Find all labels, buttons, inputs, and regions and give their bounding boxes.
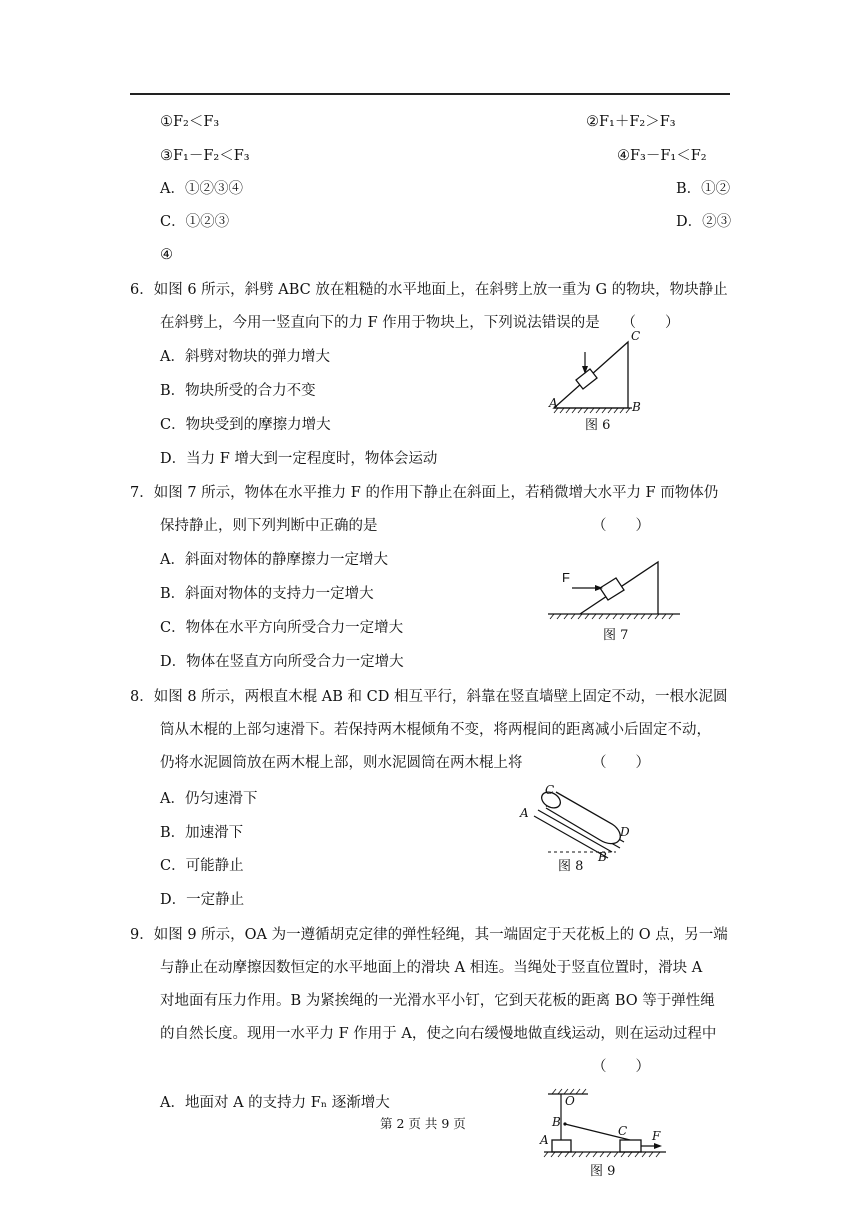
header-rule — [130, 93, 730, 95]
figure-7-label-f: F — [562, 570, 570, 585]
figure-8-label-b: B — [598, 850, 607, 864]
figure-8-label-d: D — [620, 825, 630, 839]
q7-stem-line-2: 保持静止，则下列判断中正确的是 — [160, 518, 378, 534]
q8-answer-bracket: （ ） — [592, 755, 650, 771]
q6-choice-d: D．当力 F 增大到一定程度时，物体会运动 — [160, 451, 438, 467]
q7-choice-c: C．物体在水平方向所受合力一定增大 — [160, 620, 404, 636]
q9-stem-line-1: 9．如图 9 所示，OA 为一遵循胡克定律的弹性轻绳，其一端固定于天花板上的 O 点，另一端 — [130, 927, 728, 943]
figure-6-label-a: A — [549, 396, 558, 410]
q8-choice-b: B．加速滑下 — [160, 825, 244, 841]
figure-9-label-a: A — [540, 1133, 549, 1147]
q6-choice-c: C．物块受到的摩擦力增大 — [160, 417, 331, 433]
q8-choice-c: C．可能静止 — [160, 858, 244, 874]
q7-choice-d: D．物体在竖直方向所受合力一定增大 — [160, 654, 404, 670]
q7-answer-bracket: （ ） — [592, 518, 650, 534]
figure-6-label-c: C — [631, 329, 641, 343]
q5-option-3: ③F₁－F₂＜F₃ — [160, 148, 250, 164]
q9-answer-bracket: （ ） — [592, 1059, 650, 1075]
figure-9-label-o: O — [565, 1094, 575, 1108]
figure-8-label-c: C — [545, 783, 555, 797]
figure-7-caption: 图 7 — [603, 628, 629, 643]
q5-option-1: ①F₂＜F₃ — [160, 114, 220, 130]
q9-stem-line-4: 的自然长度。现用一水平力 F 作用于 A，使之向右缓慢地做直线运动，则在运动过程中 — [160, 1026, 717, 1042]
q7-choice-b: B．斜面对物体的支持力一定增大 — [160, 586, 374, 602]
figure-9-label-b: B — [552, 1115, 561, 1129]
q9-stem-line-3: 对地面有压力作用。B 为紧挨绳的一光滑水平小钉，它到天花板的距离 BO 等于弹性绳 — [160, 993, 715, 1009]
q8-stem-line-2: 筒从木棍的上部匀速滑下。若保持两木棍倾角不变，将两棍间的距离减小后固定不动， — [160, 722, 711, 738]
q6-choice-a: A．斜劈对物块的弹力增大 — [160, 349, 330, 365]
q9-choice-a: A．地面对 A 的支持力 Fₙ 逐渐增大 — [160, 1095, 390, 1111]
figure-9-label-f: F — [652, 1129, 661, 1143]
q7-choice-a: A．斜面对物体的静摩擦力一定增大 — [160, 552, 388, 568]
q8-stem-line-1: 8．如图 8 所示，两根直木棍 AB 和 CD 相互平行，斜靠在竖直墙壁上固定不动，一根水泥圆 — [130, 689, 728, 705]
q6-stem-line-1: 6．如图 6 所示，斜劈 ABC 放在粗糙的水平地面上，在斜劈上放一重为 G 的物块，物块静止 — [130, 282, 728, 298]
figure-9-label-c: C — [618, 1124, 628, 1138]
figure-8-label-a: A — [520, 806, 529, 820]
q6-stem-line-2: 在斜劈上，今用一竖直向下的力 F 作用于物块上，下列说法错误的是 （ ） — [160, 315, 680, 331]
q5-answer-d: D．②③ — [676, 214, 732, 230]
q9-stem-line-2: 与静止在动摩擦因数恒定的水平地面上的滑块 A 相连。当绳处于竖直位置时，滑块 A — [160, 960, 703, 976]
q8-stem-line-3: 仍将水泥圆筒放在两木棍上部，则水泥圆筒在两木棍上将 — [160, 755, 523, 771]
q5-answer-b: B．①② — [676, 181, 731, 197]
q8-choice-a: A．仍匀速滑下 — [160, 791, 258, 807]
figure-6-caption: 图 6 — [585, 418, 611, 433]
page-number-footer: 第 2 页 共 9 页 — [380, 1116, 466, 1131]
q5-answer-d-continued: ④ — [160, 247, 173, 263]
figure-8-caption: 图 8 — [558, 859, 584, 874]
figure-9-caption: 图 9 — [590, 1164, 616, 1179]
q5-answer-c: C．①②③ — [160, 214, 230, 230]
q8-choice-d: D．一定静止 — [160, 892, 245, 908]
q5-answer-a: A．①②③④ — [160, 181, 243, 197]
figure-6-label-b: B — [632, 400, 641, 414]
q5-option-4: ④F₃－F₁＜F₂ — [617, 148, 707, 164]
q5-option-2: ②F₁＋F₂＞F₃ — [586, 114, 676, 130]
q7-stem-line-1: 7．如图 7 所示，物体在水平推力 F 的作用下静止在斜面上，若稍微增大水平力 F 而物体仍 — [130, 485, 719, 501]
q6-choice-b: B．物块所受的合力不变 — [160, 383, 316, 399]
